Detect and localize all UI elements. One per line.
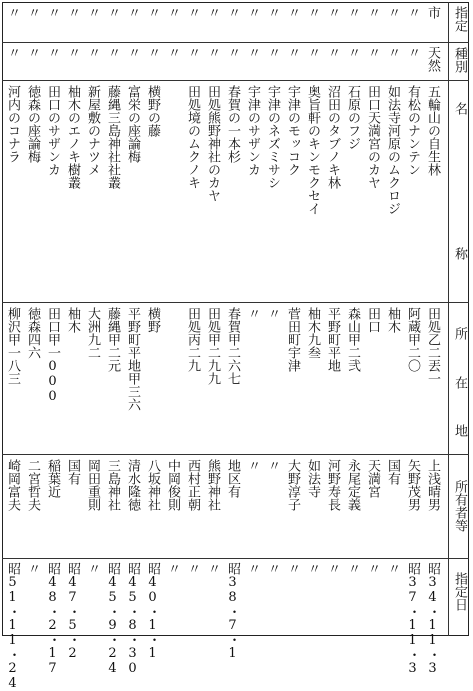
header-column-divider xyxy=(448,2,449,636)
row-2-location: 柚木 xyxy=(385,307,400,333)
row-3-designation: 〃 xyxy=(365,6,380,19)
row-5-type: 〃 xyxy=(325,46,340,59)
row-15-type: 〃 xyxy=(125,46,140,59)
row-11-owner: 熊野神社 xyxy=(205,459,220,511)
row-17-designation: 〃 xyxy=(85,6,100,19)
row-18-designation: 〃 xyxy=(65,6,80,19)
row-8-name: 宇津のネズミサシ xyxy=(265,85,280,189)
row-17-date: 〃 xyxy=(85,562,100,575)
row-0-location: 田処乙二丟一 xyxy=(425,307,440,385)
row-17-owner: 岡田重則 xyxy=(85,459,100,511)
row-11-date: 〃 xyxy=(205,562,220,575)
row-13-date: 〃 xyxy=(165,562,180,575)
row-9-location: 〃 xyxy=(245,307,260,320)
row-7-designation: 〃 xyxy=(285,6,300,19)
row-16-designation: 〃 xyxy=(105,6,120,19)
row-19-type: 〃 xyxy=(45,46,60,59)
row-4-name: 石原のフジ xyxy=(345,85,360,150)
row-0-type: 天然 xyxy=(425,46,440,72)
row-13-type: 〃 xyxy=(165,46,180,59)
row-11-name: 田処熊野神社のカヤ xyxy=(205,85,220,202)
row-19-owner: 稲葉近 xyxy=(45,459,60,498)
row-15-name: 富栄の座論梅 xyxy=(125,85,140,163)
row-3-owner: 天満宮 xyxy=(365,459,380,498)
row-8-location: 〃 xyxy=(265,307,280,320)
row-14-date: 昭40・1・1 xyxy=(145,562,160,661)
row-21-owner: 崎岡富夫 xyxy=(5,459,20,511)
row-13-owner: 中岡俊則 xyxy=(165,459,180,511)
divider-location xyxy=(2,454,469,455)
row-6-date: 〃 xyxy=(305,562,320,575)
row-7-date: 〃 xyxy=(285,562,300,575)
row-20-type: 〃 xyxy=(25,46,40,59)
row-16-owner: 三島神社 xyxy=(105,459,120,511)
row-14-name: 横野の藤 xyxy=(145,85,160,137)
header-name-2: 称 xyxy=(452,247,467,260)
row-15-location: 平野町平地甲三六 xyxy=(125,307,140,411)
row-2-type: 〃 xyxy=(385,46,400,59)
row-12-name: 田処境のムクノキ xyxy=(185,85,200,189)
row-11-location: 田処甲二九九 xyxy=(205,307,220,385)
row-4-date: 〃 xyxy=(345,562,360,575)
row-14-designation: 〃 xyxy=(145,6,160,19)
row-14-type: 〃 xyxy=(145,46,160,59)
row-4-owner: 永尾定義 xyxy=(345,459,360,511)
row-20-date: 〃 xyxy=(25,562,40,575)
header-location-1: 所 xyxy=(452,327,467,340)
row-0-owner: 上浅晴男 xyxy=(425,459,440,511)
row-19-date: 昭48・2・17 xyxy=(45,562,60,676)
row-18-location: 柚木 xyxy=(65,307,80,333)
row-2-owner: 国有 xyxy=(385,459,400,485)
row-8-designation: 〃 xyxy=(265,6,280,19)
row-15-designation: 〃 xyxy=(125,6,140,19)
row-3-date: 〃 xyxy=(365,562,380,575)
row-15-owner: 清水隆徳 xyxy=(125,459,140,511)
row-16-name: 藤縄三島神社社叢 xyxy=(105,85,120,189)
row-0-designation: 市 xyxy=(425,6,440,19)
row-12-designation: 〃 xyxy=(185,6,200,19)
row-5-location: 平野町平地 xyxy=(325,307,340,372)
row-20-location: 徳森四六 xyxy=(25,307,40,359)
row-1-date: 昭37・11・3 xyxy=(405,562,420,676)
row-18-type: 〃 xyxy=(65,46,80,59)
row-19-name: 田口のサザンカ xyxy=(45,85,60,176)
row-2-designation: 〃 xyxy=(385,6,400,19)
row-7-location: 菅田町宇津 xyxy=(285,307,300,372)
divider-designation xyxy=(2,42,469,43)
row-11-type: 〃 xyxy=(205,46,220,59)
row-12-type: 〃 xyxy=(185,46,200,59)
row-0-name: 五輪山の自生林 xyxy=(425,85,440,176)
row-21-date: 昭51・11・24 xyxy=(5,562,20,691)
monument-table xyxy=(2,2,469,691)
row-20-name: 徳森の座論梅 xyxy=(25,85,40,163)
row-16-type: 〃 xyxy=(105,46,120,59)
row-6-location: 柚木九叁 xyxy=(305,307,320,359)
row-17-location: 大洲九二 xyxy=(85,307,100,359)
row-6-name: 奥旨軒のキンモクセイ xyxy=(305,85,320,215)
row-3-location: 田口 xyxy=(365,307,380,333)
row-14-owner: 八坂神社 xyxy=(145,459,160,511)
row-20-designation: 〃 xyxy=(25,6,40,19)
row-8-type: 〃 xyxy=(265,46,280,59)
row-5-owner: 河野寿長 xyxy=(325,459,340,511)
row-9-name: 宇津のサザンカ xyxy=(245,85,260,176)
header-name-1: 名 xyxy=(452,102,467,115)
row-21-type: 〃 xyxy=(5,46,20,59)
row-15-date: 昭45・8・30 xyxy=(125,562,140,676)
row-9-owner: 〃 xyxy=(245,459,260,472)
row-5-name: 沼田のタブノキ林 xyxy=(325,85,340,189)
row-18-name: 柚木のエノキ樹叢 xyxy=(65,85,80,189)
row-19-designation: 〃 xyxy=(45,6,60,19)
row-12-date: 〃 xyxy=(185,562,200,575)
row-10-type: 〃 xyxy=(225,46,240,59)
header-location-3: 地 xyxy=(452,424,467,437)
row-20-owner: 二宮哲夫 xyxy=(25,459,40,511)
header-location-2: 在 xyxy=(452,376,467,389)
row-21-designation: 〃 xyxy=(5,6,20,19)
row-1-designation: 〃 xyxy=(405,6,420,19)
row-1-owner: 矢野茂男 xyxy=(405,459,420,511)
row-4-designation: 〃 xyxy=(345,6,360,19)
row-18-owner: 国有 xyxy=(65,459,80,485)
row-1-name: 有松のナンテン xyxy=(405,85,420,176)
row-17-type: 〃 xyxy=(85,46,100,59)
row-5-date: 〃 xyxy=(325,562,340,575)
row-21-name: 河内のコナラ xyxy=(5,85,20,163)
row-10-owner: 地区有 xyxy=(225,459,240,498)
row-7-name: 宇津のモッコク xyxy=(285,85,300,176)
row-9-designation: 〃 xyxy=(245,6,260,19)
row-8-date: 〃 xyxy=(265,562,280,575)
row-12-owner: 西村正朝 xyxy=(185,459,200,511)
divider-owner xyxy=(2,558,469,559)
row-6-type: 〃 xyxy=(305,46,320,59)
header-designation: 指定 xyxy=(452,6,467,32)
row-6-owner: 如法寺 xyxy=(305,459,320,498)
row-19-location: 田口甲一000 xyxy=(45,307,60,404)
row-18-date: 昭47・5・2 xyxy=(65,562,80,661)
row-5-designation: 〃 xyxy=(325,6,340,19)
row-4-type: 〃 xyxy=(345,46,360,59)
row-7-type: 〃 xyxy=(285,46,300,59)
row-9-date: 〃 xyxy=(245,562,260,575)
row-13-designation: 〃 xyxy=(165,6,180,19)
row-16-location: 藤縄甲二元 xyxy=(105,307,120,372)
row-14-location: 横野 xyxy=(145,307,160,333)
header-date: 指定日 xyxy=(452,572,467,611)
row-10-designation: 〃 xyxy=(225,6,240,19)
header-owner: 所有者等 xyxy=(452,480,467,532)
row-21-location: 柳沢甲一八三 xyxy=(5,307,20,385)
row-6-designation: 〃 xyxy=(305,6,320,19)
row-8-owner: 〃 xyxy=(265,459,280,472)
header-type: 種別 xyxy=(452,47,467,73)
row-0-date: 昭34・11・3 xyxy=(425,562,440,676)
row-4-location: 森山甲二弐 xyxy=(345,307,360,372)
row-16-date: 昭45・9・24 xyxy=(105,562,120,676)
divider-type xyxy=(2,80,469,81)
row-3-name: 田口天満宮のカヤ xyxy=(365,85,380,189)
row-10-date: 昭38・7・1 xyxy=(225,562,240,661)
row-10-location: 春賀甲二六七 xyxy=(225,307,240,385)
divider-name xyxy=(2,302,469,303)
row-12-location: 田処丙二九 xyxy=(185,307,200,372)
row-9-type: 〃 xyxy=(245,46,260,59)
row-1-location: 阿蔵甲二〇 xyxy=(405,307,420,372)
row-2-date: 〃 xyxy=(385,562,400,575)
row-17-name: 新屋敷のナツメ xyxy=(85,85,100,176)
row-7-owner: 大野淳子 xyxy=(285,459,300,511)
row-10-name: 春賀の一本杉 xyxy=(225,85,240,163)
row-1-type: 〃 xyxy=(405,46,420,59)
row-3-type: 〃 xyxy=(365,46,380,59)
row-11-designation: 〃 xyxy=(205,6,220,19)
row-2-name: 如法寺河原のムクロジ xyxy=(385,85,400,215)
